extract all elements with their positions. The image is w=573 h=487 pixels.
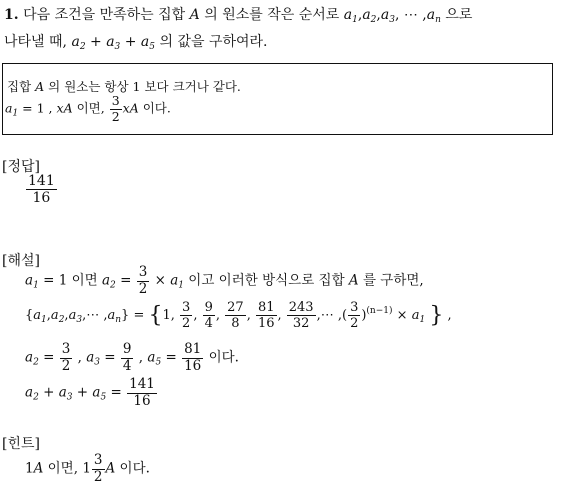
fraction-three-halves: $\frac{3}{2}$ <box>111 93 120 124</box>
explanation-line-3: $a_2$ = $\frac{3}{2}$ , $a_3$ = $\frac{9}{4}$ , $a_5$ = $\frac{81}{16}$ 이다. <box>25 341 239 374</box>
hint-label: [힌트] <box>2 436 40 452</box>
hint-line: 1A 이면, 1 $\frac{3}{2}$ A 이다. <box>25 452 150 485</box>
condition-line-1: 집합 A 의 원소는 항상 1 보다 크거나 같다. <box>7 79 241 94</box>
answer-fraction: $\frac{141}{16}$ <box>28 173 55 206</box>
problem-text: 다음 조건을 만족하는 집합 <box>23 7 186 23</box>
explanation-label: [해설] <box>2 253 40 269</box>
problem-line-1: 1. 다음 조건을 만족하는 집합 A 의 원소를 작은 순서로 $a_1,a_2,a_3$, ⋯ $,a_n$ 으로 <box>4 7 473 25</box>
explanation-line-4: $a_2 + a_3 + a_5$ = $\frac{141}{16}$ <box>25 376 155 409</box>
answer-label: [정답] <box>2 159 40 175</box>
problem-line-2: 나타낼 때, $a_2 + a_3 + a_5$ 의 값을 구하여라. <box>4 34 268 52</box>
problem-number: 1. <box>4 7 19 23</box>
explanation-set-line: {$a_1,a_2,a_3,\cdots$ $,a_n\} = \{1$, $\frac{3}{2}$ , $\frac{9}{4}$ , $\frac{27}{8}$ , $\frac{81}{16}$ , $\frac{243}{32}$ ,⋯ ,( $\frac{3}{2}$ )$^{(n-1)} \times a_1$ } , <box>25 300 452 331</box>
explanation-line-1: $a_1 = 1$ 이면 $a_2$ = $\frac{3}{2}$ × $a_1$ 이고 이러한 방식으로 집합 A 를 구하면, <box>25 264 424 297</box>
condition-line-2: $a_1 = 1$ , xA 이면, $\frac{3}{2}$ xA 이다. <box>5 93 171 124</box>
